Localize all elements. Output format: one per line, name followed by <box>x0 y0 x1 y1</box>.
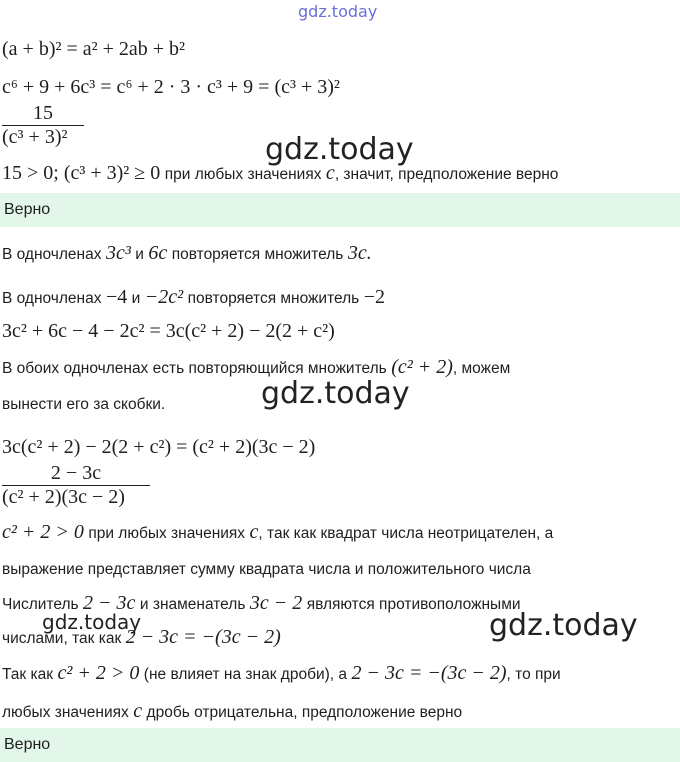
line2-monomial-2: −2c² <box>144 286 184 308</box>
line2-monomial-1: −4 <box>105 286 128 308</box>
line2-c: повторяется множитель <box>187 290 360 307</box>
line3-b: , можем <box>452 360 511 377</box>
text-line-2 <box>2 286 385 309</box>
inequality-text: при любых значениях <box>164 166 322 183</box>
fraction-2-numerator: 2 − 3c <box>50 462 102 484</box>
fraction-2-denominator: (c² + 2)(3c − 2) <box>2 485 150 509</box>
line7-a: Числитель <box>2 596 79 613</box>
line10-b: дробь отрицательна, предположение верно <box>146 704 463 721</box>
watermark-3: gdz.today <box>42 610 142 634</box>
line2-a: В одночленах <box>2 290 102 307</box>
inequality-var: c <box>325 162 335 184</box>
line1-b: и <box>135 246 144 263</box>
line2-factor: −2 <box>363 286 385 308</box>
inequality-math: 15 > 0; (c³ + 3)² ≥ 0 <box>2 162 161 184</box>
line5-math: c² + 2 > 0 <box>2 521 84 543</box>
line9-a: Так как <box>2 666 54 683</box>
watermark-2: gdz.today <box>261 376 410 411</box>
line5-var: c <box>249 521 259 543</box>
fraction-1 <box>2 102 84 149</box>
line1-c: повторяется множитель <box>171 246 344 263</box>
text-line-3 <box>2 356 510 379</box>
verdict-label-1: Верно <box>4 201 51 218</box>
text-line-6: выражение представляет сумму квадрата числа и положительного числа <box>2 561 531 578</box>
line7-b: и знаменатель <box>139 596 246 613</box>
line9-math-2: 2 − 3c = −(3c − 2) <box>351 662 507 684</box>
line1-a: В одночленах <box>2 246 102 263</box>
watermark-top: gdz.today <box>298 2 378 21</box>
fraction-2 <box>2 462 150 509</box>
line1-monomial-2: 6c <box>148 242 168 264</box>
line8-a: числами, так как <box>2 630 122 647</box>
text-line-1 <box>2 242 372 265</box>
watermark-1: gdz.today <box>265 132 414 167</box>
line7-c: являются противоположными <box>306 596 521 613</box>
text-line-8 <box>2 626 281 649</box>
text-line-10 <box>2 700 462 723</box>
identity-square-sum: (a + b)² = a² + 2ab + b² <box>2 38 186 60</box>
fraction-1-denominator: (c³ + 3)² <box>2 125 84 149</box>
equation-c6: c⁶ + 9 + 6c³ = c⁶ + 2 · 3 · c³ + 9 = (c³ + 3)² <box>2 76 340 98</box>
text-line-9 <box>2 662 561 685</box>
verdict-banner-1 <box>0 193 680 227</box>
watermark-4: gdz.today <box>489 608 638 643</box>
line7-denominator: 3c − 2 <box>249 592 303 614</box>
line7-numerator: 2 − 3c <box>83 592 136 614</box>
line2-b: и <box>131 290 141 307</box>
fraction-1-numerator: 15 <box>33 102 53 124</box>
line5-a: при любых значениях <box>88 525 246 542</box>
line9-math-1: c² + 2 > 0 <box>57 662 140 684</box>
line1-monomial-1: 3c³ <box>105 242 131 264</box>
line1-factor: 3c. <box>347 242 372 264</box>
line10-var: c <box>133 700 143 722</box>
verdict-label-2: Верно <box>4 736 51 753</box>
line3-a: В обоих одночленах есть повторяющийся множитель <box>2 360 387 377</box>
equation-grouping: 3c² + 6c − 4 − 2c² = 3c(c² + 2) − 2(2 + c²) <box>2 320 335 342</box>
line9-b: (не влияет на знак дроби), а <box>143 666 348 683</box>
line9-c: , то при <box>506 666 561 683</box>
text-line-4: вынести его за скобки. <box>2 396 166 413</box>
text-line-5 <box>2 521 553 544</box>
line5-b: , так как квадрат числа неотрицателен, а <box>258 525 554 542</box>
inequality-tail: , значит, предположение верно <box>334 166 559 183</box>
inequality-line <box>2 162 558 185</box>
line8-math: 2 − 3c = −(3c − 2) <box>125 626 281 648</box>
line3-factor: (c² + 2) <box>391 356 453 378</box>
equation-factored: 3c(c² + 2) − 2(2 + c²) = (c² + 2)(3c − 2) <box>2 436 316 458</box>
line10-a: любых значениях <box>2 704 129 721</box>
verdict-banner-2 <box>0 728 680 762</box>
